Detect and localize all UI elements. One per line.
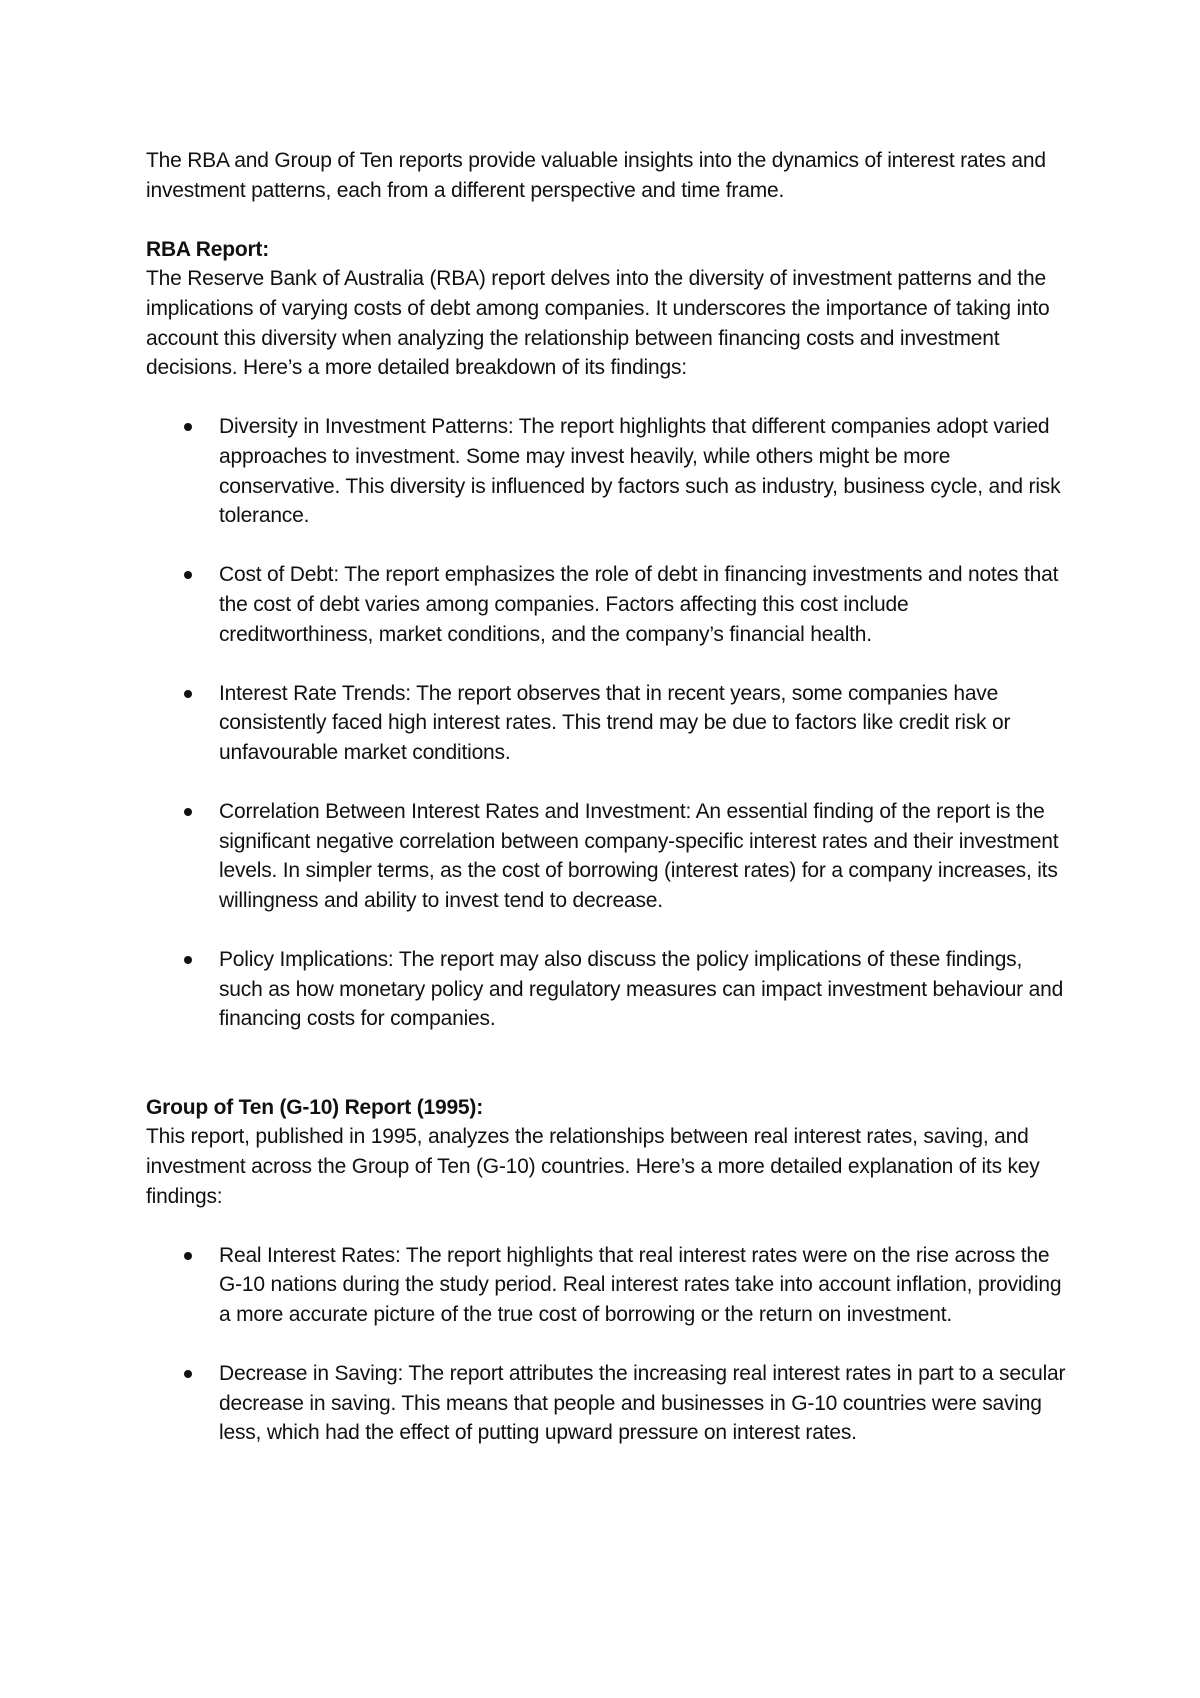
bullet-icon xyxy=(184,571,192,579)
list-item xyxy=(146,560,1066,649)
list-item xyxy=(146,412,1066,530)
list-item-text: Diversity in Investment Patterns: The report highlights that different companies adopt varied approaches to investment. Some may invest heavily, while others might be more conservative. This diversity is influenced by factors such as industry, business cycle, and risk tolerance. xyxy=(219,415,1061,528)
list-item xyxy=(146,1359,1066,1448)
bullet-icon xyxy=(184,808,192,816)
bullet-icon xyxy=(184,1252,192,1260)
rba-paragraph: The Reserve Bank of Australia (RBA) report delves into the diversity of investment patterns and the implications of varying costs of debt among companies. It underscores the importance of taking into account this diversity when analyzing the relationship between financing costs and investment decisions. Here’s a more detailed breakdown of its findings: xyxy=(146,267,1050,380)
list-item xyxy=(146,679,1066,768)
section-spacer xyxy=(146,1034,1066,1093)
g10-paragraph: This report, published in 1995, analyzes the relationships between real interest rates, saving, and investment across the Group of Ten (G-10) countries. Here’s a more detailed explanation of its key findings: xyxy=(146,1125,1040,1208)
rba-heading: RBA Report: xyxy=(146,237,270,261)
list-item-text: Decrease in Saving: The report attributes the increasing real interest rates in part to a secular decrease in saving. This means that people and businesses in G-10 countries were saving less, which had the effect of putting upward pressure on interest rates. xyxy=(219,1362,1066,1445)
list-item-text: Policy Implications: The report may also discuss the policy implications of these findings, such as how monetary policy and regulatory measures can impact investment behaviour and financing costs for companies. xyxy=(219,948,1064,1031)
g10-findings-list xyxy=(146,1241,1066,1448)
bullet-icon xyxy=(184,690,192,698)
bullet-icon xyxy=(184,423,192,431)
list-item-text: Real Interest Rates: The report highlights that real interest rates were on the rise across the G-10 nations during the study period. Real interest rates take into account inflation, providing a more accurate picture of the true cost of borrowing or the return on investment. xyxy=(219,1243,1062,1326)
document-body xyxy=(146,146,1066,1478)
list-item-text: Cost of Debt: The report emphasizes the role of debt in financing investments and notes that the cost of debt varies among companies. Factors affecting this cost include creditworthiness, market conditions, and the company’s financial health. xyxy=(219,563,1059,646)
bullet-icon xyxy=(184,956,192,964)
g10-heading: Group of Ten (G-10) Report (1995): xyxy=(146,1095,483,1119)
rba-findings-list xyxy=(146,412,1066,1033)
list-item-text: Correlation Between Interest Rates and Investment: An essential finding of the report is the significant negative correlation between company-specific interest rates and their investment levels. In simpler terms, as the cost of borrowing (interest rates) for a company increases, its willingness and ability to invest tend to decrease. xyxy=(219,800,1059,912)
intro-paragraph: The RBA and Group of Ten reports provide valuable insights into the dynamics of interest rates and investment patterns, each from a different perspective and time frame. xyxy=(146,149,1046,202)
list-item-text: Interest Rate Trends: The report observes that in recent years, some companies have consistently faced high interest rates. This trend may be due to factors like credit risk or unfavourable market conditions. xyxy=(219,681,1011,764)
list-item xyxy=(146,1241,1066,1330)
bullet-icon xyxy=(184,1370,192,1378)
list-item xyxy=(146,797,1066,915)
list-item xyxy=(146,945,1066,1034)
